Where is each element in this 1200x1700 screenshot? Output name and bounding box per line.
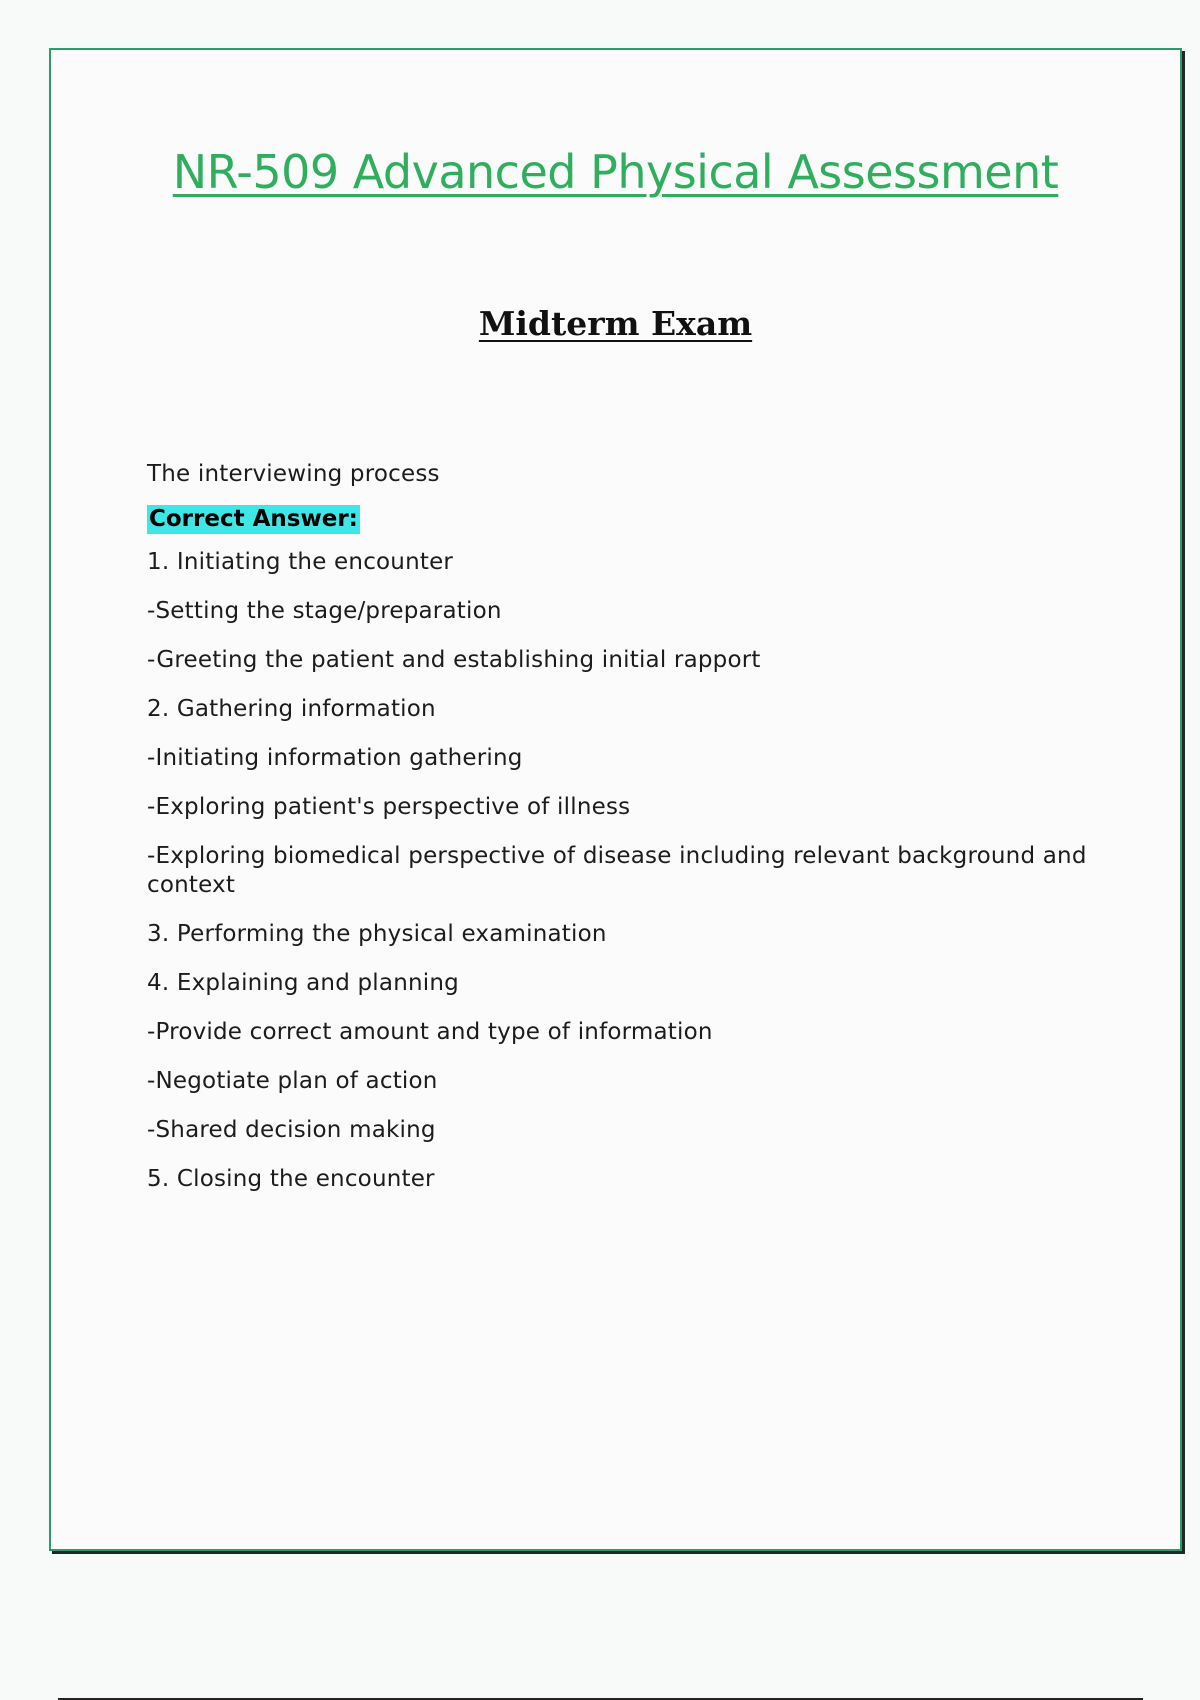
answer-line: -Provide correct amount and type of information: [147, 1019, 713, 1045]
answer-line: -Negotiate plan of action: [147, 1068, 438, 1094]
answer-line: -Exploring biomedical perspective of disease including relevant background and context: [147, 843, 1087, 898]
answer-line: 2. Gathering information: [147, 696, 436, 722]
answer-line: 3. Performing the physical examination: [147, 921, 607, 947]
answer-line: -Shared decision making: [147, 1117, 436, 1143]
answer-line: 4. Explaining and planning: [147, 970, 459, 996]
answer-label-row: [147, 505, 1127, 548]
answer-line: -Initiating information gathering: [147, 745, 523, 771]
answer-line: -Greeting the patient and establishing initial rapport: [147, 647, 761, 673]
answer-line: 1. Initiating the encounter: [147, 549, 454, 575]
answer-line: -Setting the stage/preparation: [147, 598, 502, 624]
answer-line: -Exploring patient's perspective of illness: [147, 794, 631, 820]
document-page: [49, 48, 1182, 1551]
question-block: [147, 460, 1127, 1214]
answer-line: 5. Closing the encounter: [147, 1166, 435, 1192]
document-subtitle: Midterm Exam: [478, 304, 753, 343]
correct-answer-label: Correct Answer:: [149, 506, 358, 532]
document-title: NR-509 Advanced Physical Assessment: [172, 145, 1059, 199]
question-text: The interviewing process: [147, 461, 440, 487]
